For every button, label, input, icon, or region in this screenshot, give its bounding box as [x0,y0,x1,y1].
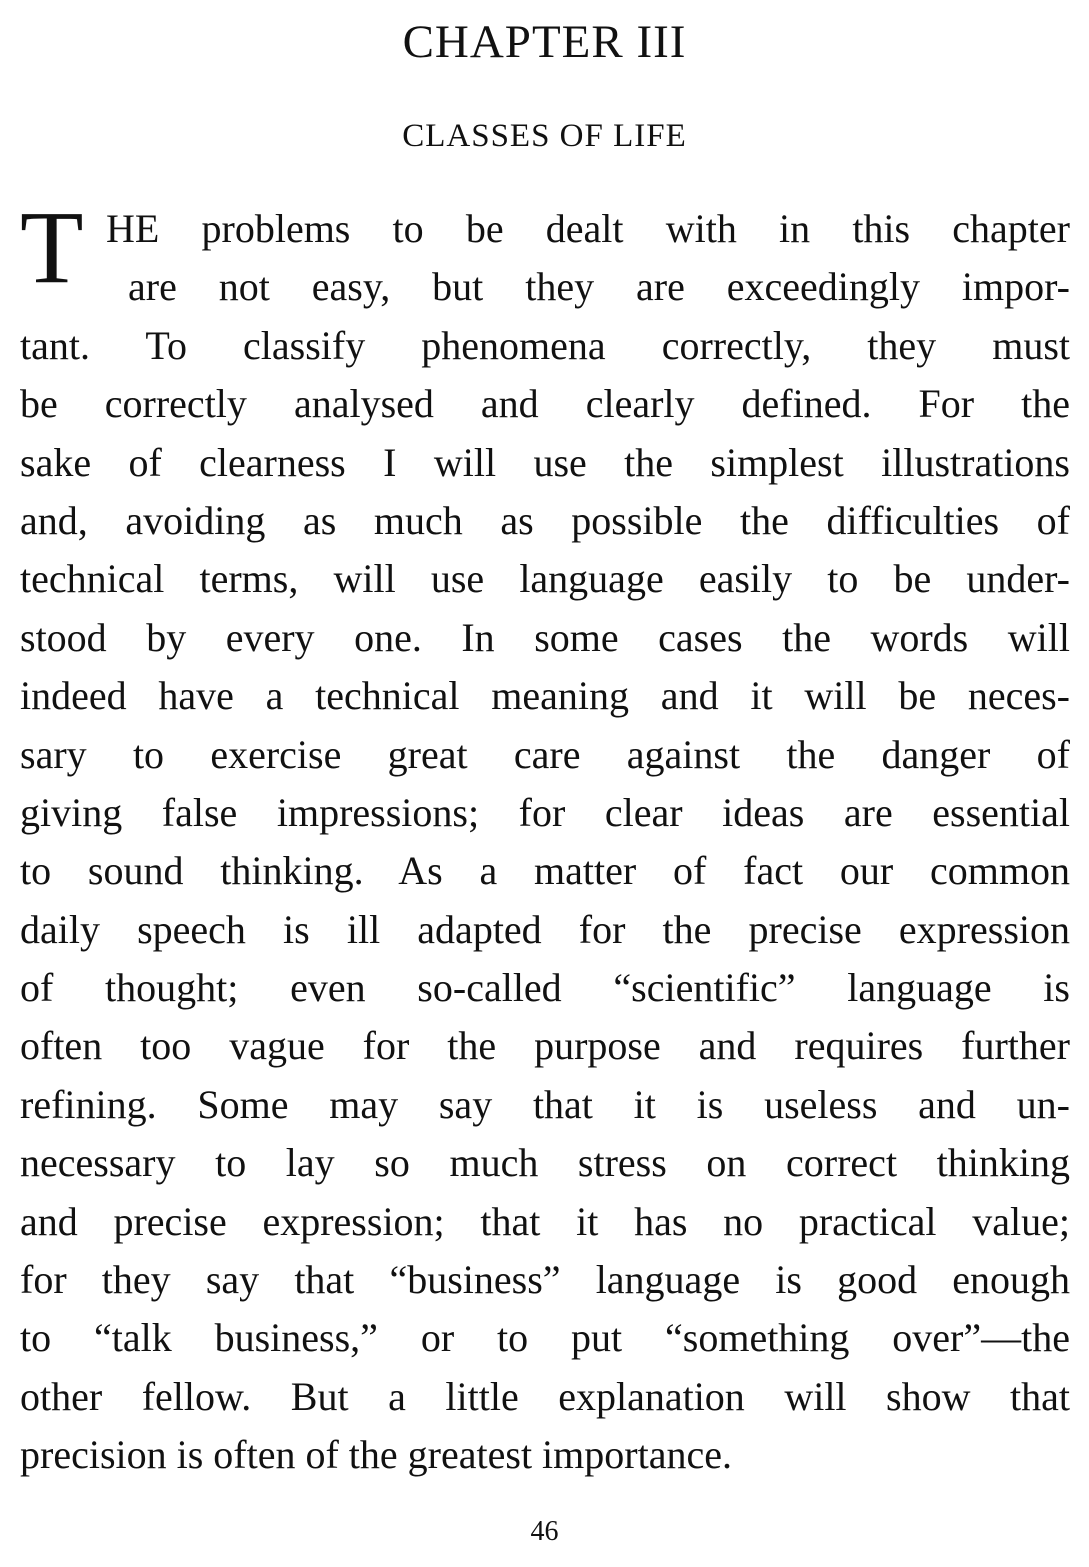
text-line: be correctly analysed and clearly defined. For the [20,381,1070,427]
text-line: stood by every one. In some cases the words will [20,614,1070,660]
text-line: and, avoiding as much as possible the difficulties of [20,497,1070,543]
chapter-title: CHAPTER III [402,16,687,68]
page-number: 46 [530,1516,559,1547]
text-line: precision is often of the greatest importance. [20,1432,732,1478]
drop-cap: T [20,190,84,305]
text-line: sary to exercise great care against the danger of [20,731,1070,777]
text-line: are not easy, but they are exceedingly impor- [128,264,1070,310]
text-line: giving false impressions; for clear ideas are essential [20,789,1070,835]
text-line: and precise expression; that it has no practical value; [20,1198,1070,1244]
text-line: refining. Some may say that it is useless and un- [20,1081,1070,1127]
text-line: for they say that “business” language is good enough [20,1257,1070,1303]
text-line: to sound thinking. As a matter of fact our common [20,848,1070,894]
text-line: daily speech is ill adapted for the precise expression [20,906,1070,952]
text-line: HE problems to be dealt with in this chapter [106,206,1070,251]
text-line: to “talk business,” or to put “something over”—the [20,1315,1070,1361]
text-line: necessary to lay so much stress on correct thinking [20,1140,1070,1186]
body-text [20,200,1070,1485]
section-title: CLASSES OF LIFE [402,118,687,154]
text-line: tant. To classify phenomena correctly, they must [20,322,1070,368]
text-line: sake of clearness I will use the simplest illustrations [20,439,1070,485]
text-line: technical terms, will use language easily to be under- [20,556,1070,602]
text-line: of thought; even so-called “scientific” language is [20,965,1070,1011]
text-line: other fellow. But a little explanation will show that [20,1373,1070,1419]
text-line: often too vague for the purpose and requires further [20,1023,1070,1069]
text-line: indeed have a technical meaning and it will be neces- [20,673,1070,719]
